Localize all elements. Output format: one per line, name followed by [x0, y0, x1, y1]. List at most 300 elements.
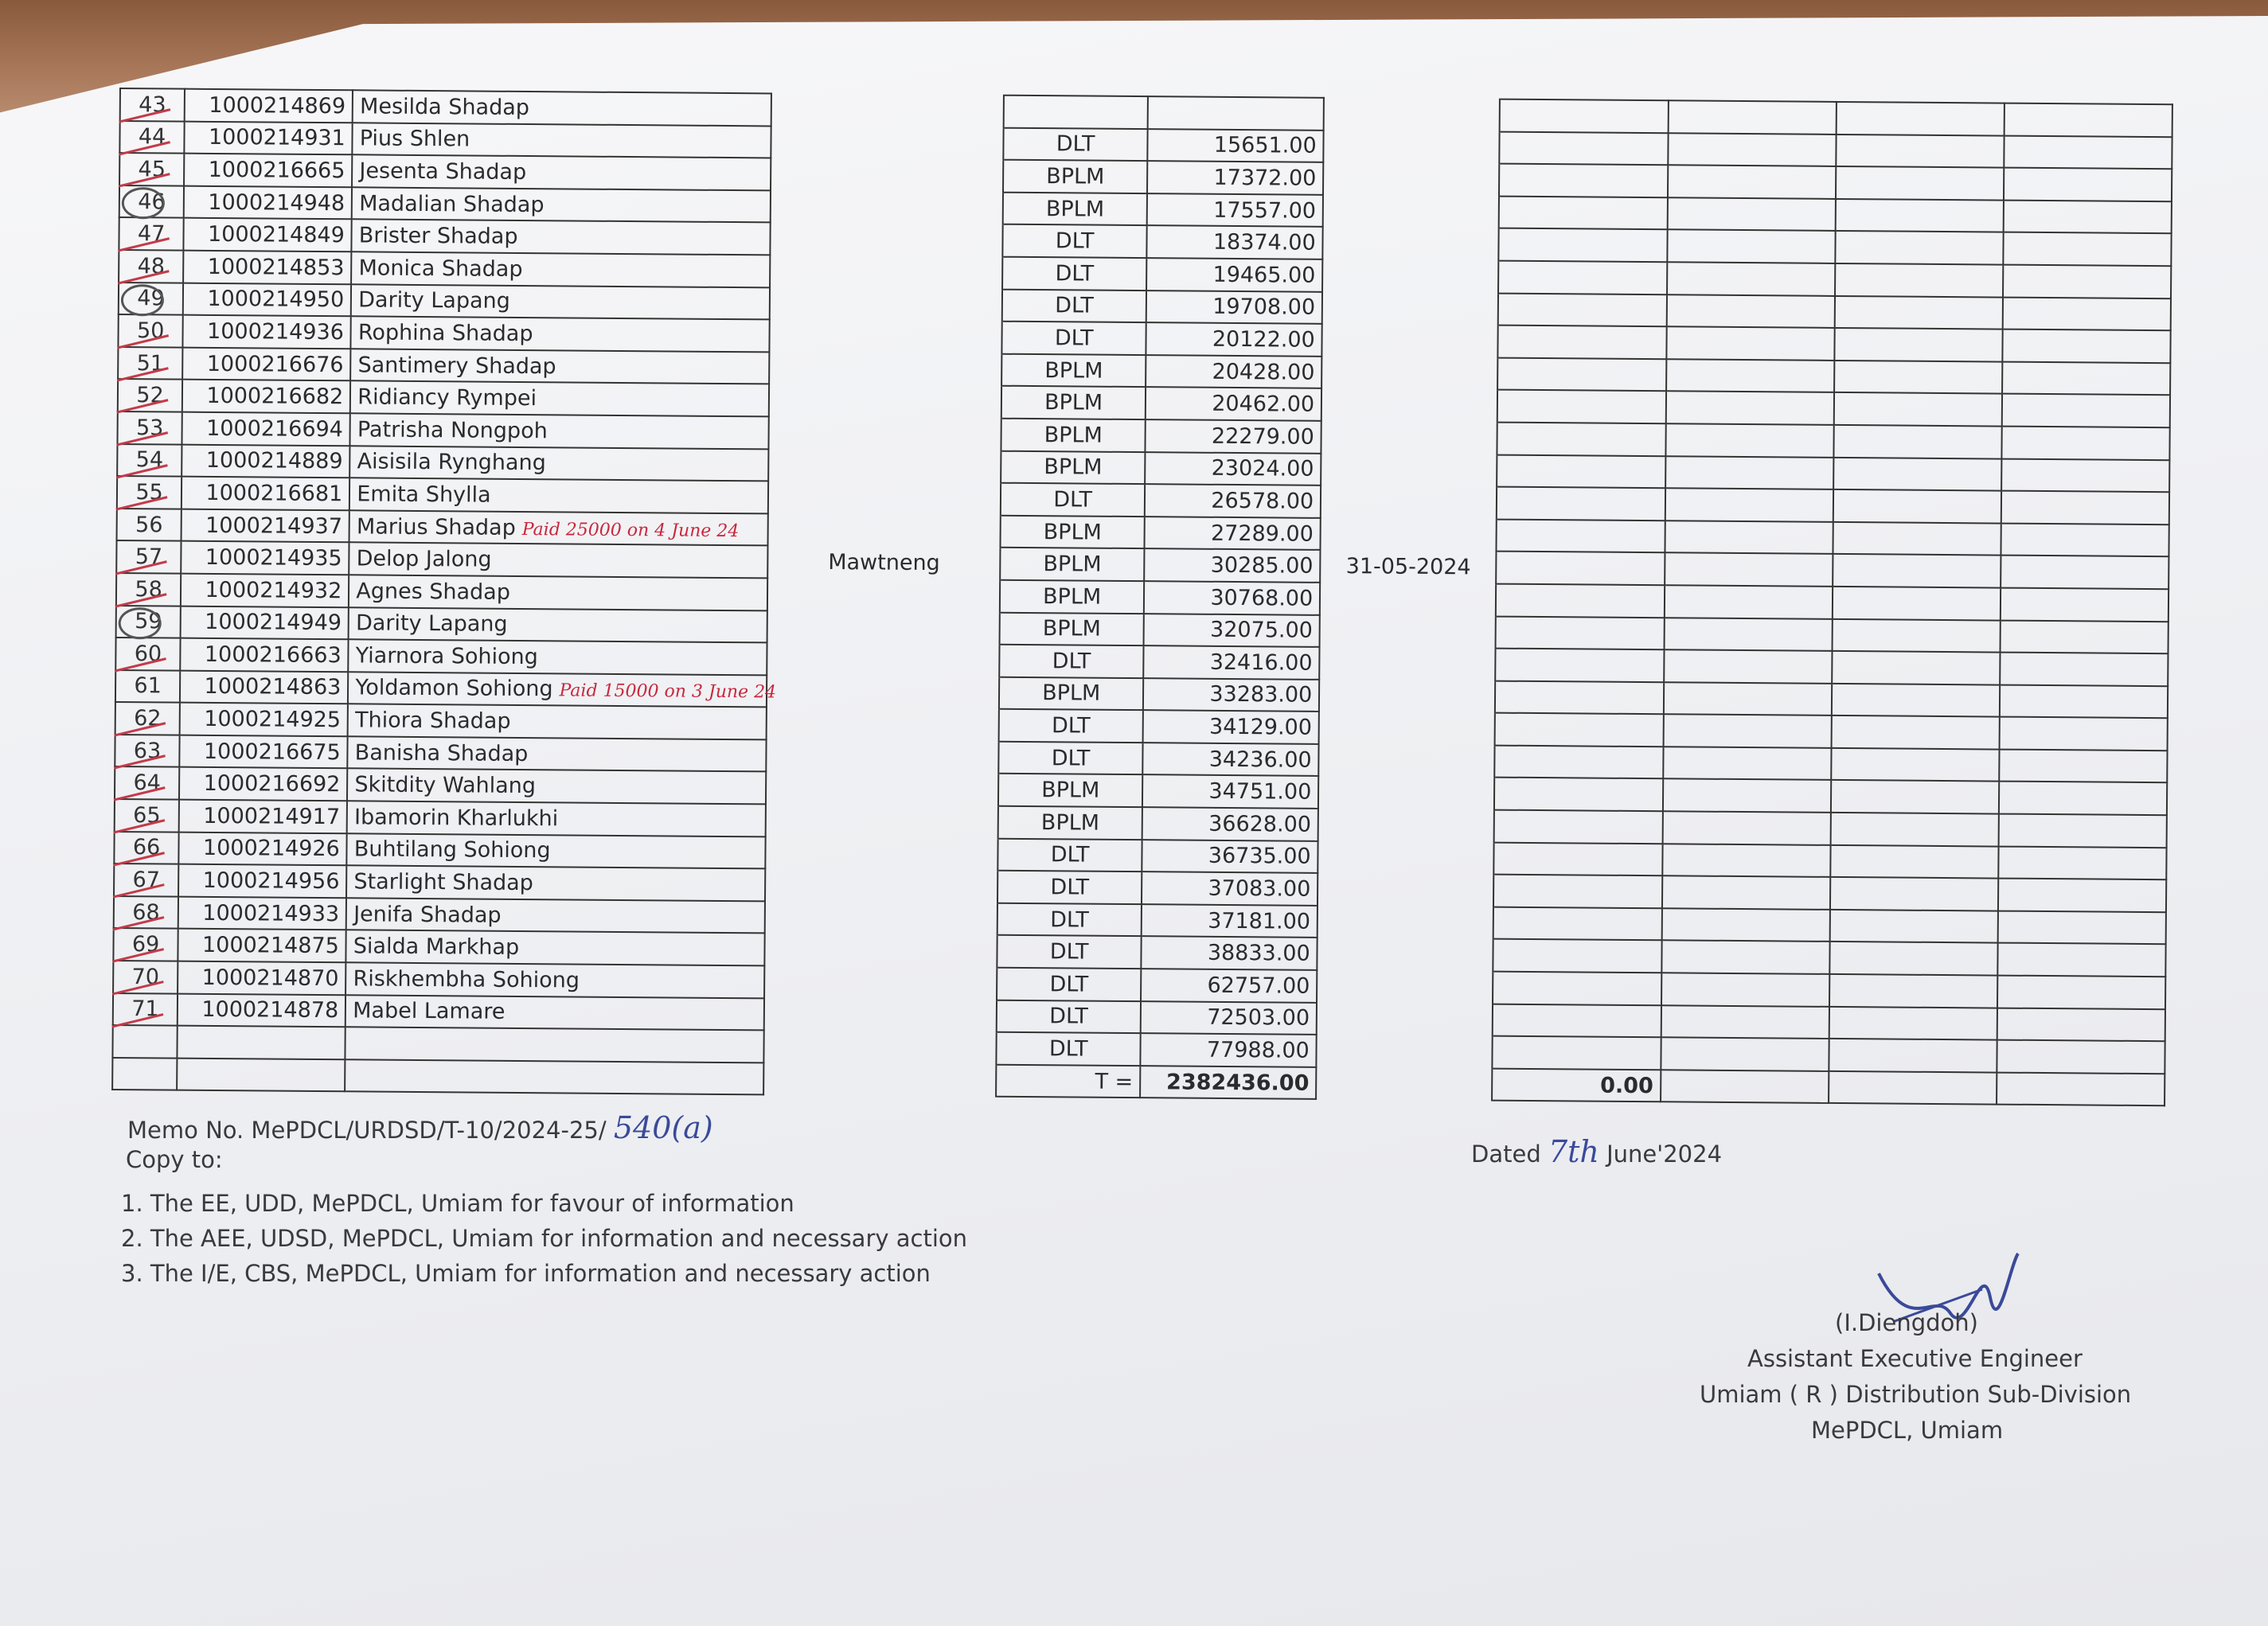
location-cell	[768, 513, 1001, 548]
amount-cell: 62757.00	[1141, 969, 1317, 1002]
consumer-name-cell	[351, 284, 770, 320]
serial-cell	[119, 250, 184, 283]
empty-cell	[1495, 680, 1663, 714]
serial-number: 43	[139, 92, 166, 118]
empty-cell	[1495, 713, 1663, 747]
memo-handwritten-number: 540(a)	[613, 1110, 713, 1145]
consumer-name-cell	[348, 704, 767, 740]
empty-cell	[2000, 684, 2168, 718]
account-number: 1000214950	[183, 283, 351, 316]
serial-number: 67	[132, 868, 161, 893]
serial-cell	[114, 832, 179, 864]
empty-cell	[1662, 811, 1830, 844]
empty-cell	[1500, 99, 1668, 133]
check-mark-icon	[107, 992, 163, 1027]
consumer-name: Delop Jalong	[356, 546, 492, 572]
empty-cell	[1997, 910, 2165, 944]
empty-cell	[1831, 748, 1999, 782]
serial-number: 51	[136, 350, 165, 376]
empty-cell	[2001, 491, 2169, 524]
empty-cell	[2003, 297, 2171, 330]
empty-cell	[1836, 102, 2004, 135]
empty-cell	[1833, 489, 2001, 523]
serial-number: 49	[137, 286, 165, 311]
empty-cell	[2001, 556, 2169, 589]
check-mark-icon	[114, 153, 170, 188]
empty-cell	[1499, 228, 1667, 262]
serial-number: 50	[136, 318, 165, 344]
empty-cell	[2001, 458, 2169, 492]
empty-cell	[1497, 487, 1665, 521]
empty-cell	[1834, 361, 2002, 394]
total-row-cell	[1316, 1067, 1493, 1101]
category-cell: BPLM	[1001, 386, 1146, 419]
serial-cell	[117, 476, 182, 509]
serial-number: 46	[138, 189, 166, 215]
location-cell	[769, 320, 1002, 354]
empty-cell	[1494, 778, 1662, 811]
category-cell: BPLM	[1001, 450, 1145, 484]
location-cell	[768, 449, 1001, 483]
consumer-name: Madalian Shadap	[359, 190, 545, 217]
empty-cell	[1493, 1036, 1661, 1070]
date-cell	[1321, 453, 1497, 486]
empty-cell	[1666, 294, 1834, 328]
copy-list	[121, 1186, 967, 1291]
serial-number: 59	[135, 609, 162, 634]
check-mark-icon	[111, 573, 167, 608]
date-cell	[1318, 744, 1495, 778]
amount-cell: 20462.00	[1146, 387, 1322, 420]
category-cell: DLT	[1002, 289, 1146, 322]
serial-cell	[119, 121, 185, 154]
location-cell	[764, 998, 997, 1032]
check-mark-icon	[109, 702, 166, 737]
serial-number: 62	[134, 706, 162, 731]
account-number: 1000214926	[179, 832, 347, 865]
location-cell	[766, 772, 999, 806]
location-cell: Mawtneng	[767, 546, 1001, 580]
empty-cell	[1829, 1039, 1997, 1072]
date-cell	[1319, 712, 1496, 745]
account-number: 1000214863	[180, 670, 348, 704]
amount-cell: 77988.00	[1140, 1033, 1317, 1066]
location-cell	[765, 869, 998, 903]
amount-cell: 37181.00	[1142, 904, 1318, 938]
check-mark-icon	[110, 638, 166, 673]
total-row-cell	[1661, 1070, 1829, 1103]
serial-number: 64	[133, 770, 162, 796]
category-cell: DLT	[998, 838, 1142, 871]
date-cell	[1317, 906, 1494, 939]
account-number: 1000214936	[183, 315, 351, 349]
amount-cell: 18374.00	[1146, 226, 1323, 259]
account-number: 1000214889	[182, 444, 349, 478]
category-cell: BPLM	[1001, 419, 1146, 452]
location-cell	[766, 804, 999, 838]
empty-cell	[2000, 620, 2168, 653]
date-cell	[1320, 614, 1497, 648]
serial-cell	[120, 88, 185, 121]
empty-cell	[1665, 521, 1833, 554]
serial-cell	[115, 766, 180, 799]
account-number: 1000216694	[182, 412, 350, 446]
empty-cell	[1835, 263, 2003, 297]
serial-cell	[119, 153, 185, 185]
amount-cell: 19465.00	[1146, 258, 1323, 291]
consumer-name: Monica Shadap	[358, 255, 523, 282]
date-cell	[1317, 1002, 1493, 1035]
empty-cell	[1667, 197, 1835, 231]
empty-cell	[2003, 232, 2171, 266]
category-cell: BPLM	[1001, 353, 1146, 387]
location-cell	[766, 739, 999, 774]
category-cell: BPLM	[1001, 548, 1145, 581]
account-number: 1000216681	[182, 477, 349, 510]
amount-cell: 20428.00	[1146, 355, 1322, 388]
total-row-cell	[345, 1059, 763, 1095]
serial-cell	[115, 638, 181, 670]
consumer-name: Brister Shadap	[358, 223, 518, 250]
amount-cell: 36735.00	[1142, 840, 1318, 873]
consumer-name-cell	[347, 801, 766, 836]
empty-cell	[1833, 425, 2001, 458]
empty-cell	[1829, 942, 1997, 975]
consumer-name: Ridiancy Rympei	[357, 384, 537, 411]
consumer-name: Pius Shlen	[359, 126, 470, 152]
account-number: 1000214932	[181, 574, 349, 607]
serial-number: 57	[135, 544, 163, 570]
check-mark-icon	[111, 443, 168, 478]
consumer-name-cell	[349, 446, 768, 482]
empty-cell	[1999, 749, 2167, 782]
empty-cell	[1831, 716, 1999, 749]
date-cell	[1319, 647, 1496, 680]
empty-cell	[1498, 293, 1666, 326]
consumer-name-cell	[352, 187, 771, 223]
consumer-name-cell	[347, 769, 766, 805]
consumer-name-cell	[353, 90, 771, 126]
account-number: 1000214925	[180, 703, 348, 736]
amount-cell	[1148, 96, 1325, 130]
category-cell: DLT	[997, 871, 1142, 904]
serial-cell	[115, 799, 180, 832]
consumer-name-cell	[350, 349, 769, 384]
account-number: 1000214853	[183, 251, 351, 284]
category-cell: DLT	[999, 742, 1143, 775]
consumer-name: Patrisha Nongpoh	[357, 417, 548, 443]
empty-cell	[1831, 780, 1999, 813]
empty-cell	[1497, 454, 1665, 488]
location-cell	[765, 901, 998, 935]
date-cell	[1323, 162, 1500, 196]
account-number: 1000216675	[179, 735, 347, 768]
account-number: 1000214949	[181, 606, 349, 639]
amount-cell: 17372.00	[1147, 161, 1324, 194]
empty-cell	[1668, 133, 1836, 166]
empty-cell	[1665, 456, 1833, 489]
consumer-name-cell	[353, 123, 771, 158]
amount-cell: 23024.00	[1145, 452, 1321, 485]
check-mark-icon	[107, 961, 164, 996]
serial-number: 58	[135, 576, 162, 602]
check-mark-icon	[109, 766, 166, 801]
empty-cell	[1495, 745, 1663, 778]
serial-number: 61	[134, 673, 162, 699]
category-cell: DLT	[1000, 645, 1144, 678]
empty-cell	[1830, 813, 1998, 846]
empty-cell	[1498, 326, 1666, 359]
total-row-cell	[1997, 1072, 2165, 1105]
empty-cell	[1663, 715, 1831, 748]
consumer-name-cell	[345, 1027, 764, 1063]
consumer-name-cell	[347, 833, 766, 869]
serial-cell	[114, 864, 179, 896]
empty-cell	[1833, 522, 2001, 556]
empty-cell	[1661, 1005, 1829, 1039]
empty-cell	[1499, 164, 1667, 197]
empty-cell	[1663, 682, 1831, 716]
consumer-name: Marius Shadap	[356, 513, 516, 540]
amount-cell: 27289.00	[1144, 517, 1321, 550]
empty-cell	[1496, 584, 1664, 618]
check-mark-icon	[111, 540, 167, 575]
serial-cell	[112, 1025, 178, 1058]
consumer-name: Yiarnora Sohiong	[355, 643, 538, 670]
consumer-name: Mabel Lamare	[353, 998, 506, 1025]
location-cell	[768, 416, 1001, 450]
empty-cell	[2003, 200, 2171, 233]
total-row-cell	[177, 1058, 345, 1091]
check-mark-icon	[111, 411, 168, 446]
dated-label: Dated	[1471, 1141, 1541, 1168]
copy-item: 3. The I/E, CBS, MePDCL, Umiam for information and necessary action	[121, 1260, 931, 1287]
location-cell	[764, 934, 997, 968]
date-cell	[1317, 873, 1494, 907]
empty-cell	[1497, 390, 1665, 423]
serial-cell	[113, 928, 178, 961]
empty-cell	[1493, 907, 1661, 940]
category-cell: DLT	[1003, 224, 1147, 258]
category-cell: DLT	[1001, 483, 1145, 517]
empty-cell	[1667, 262, 1835, 295]
empty-cell	[1666, 359, 1834, 392]
empty-cell	[1834, 328, 2002, 361]
dated-handwritten-day: 7th	[1548, 1134, 1599, 1169]
empty-cell	[1661, 908, 1829, 942]
category-cell	[1004, 96, 1148, 129]
empty-cell	[1664, 649, 1832, 683]
empty-cell	[2000, 653, 2168, 686]
serial-cell	[118, 347, 183, 380]
check-mark-icon	[108, 864, 165, 899]
empty-cell	[2003, 265, 2172, 298]
location-cell	[768, 482, 1001, 516]
location-cell	[767, 643, 1000, 677]
date-cell	[1321, 421, 1498, 454]
empty-cell	[1497, 552, 1665, 585]
check-mark-icon	[113, 250, 170, 285]
amount-cell: 17557.00	[1147, 193, 1324, 227]
amount-cell: 34751.00	[1142, 775, 1319, 809]
serial-cell	[116, 573, 182, 606]
consumer-name: Darity Lapang	[355, 610, 508, 638]
handwritten-payment-note: Paid 25000 on 4 June 24	[521, 519, 740, 541]
consumer-name: Santimery Shadap	[357, 352, 556, 379]
empty-cell	[1835, 231, 2003, 264]
amount-cell: 26578.00	[1145, 484, 1321, 517]
empty-cell	[1834, 295, 2002, 329]
date-cell	[1317, 938, 1494, 971]
consumer-name: Aisisila Rynghang	[357, 449, 546, 476]
total-row-cell	[1829, 1071, 1997, 1105]
empty-cell	[1668, 100, 1836, 134]
serial-number: 47	[137, 221, 166, 247]
category-cell: BPLM	[998, 774, 1142, 807]
account-number: 1000214933	[178, 896, 346, 930]
consumer-name-cell	[349, 639, 767, 675]
account-number: 1000214849	[184, 218, 352, 252]
empty-cell	[1830, 845, 1998, 879]
empty-cell	[1494, 842, 1662, 875]
empty-cell	[1493, 1004, 1661, 1037]
category-cell: BPLM	[1003, 160, 1147, 193]
check-mark-icon	[112, 314, 169, 349]
empty-cell	[2004, 135, 2172, 169]
empty-cell	[1997, 1008, 2165, 1041]
consumer-name: Darity Lapang	[358, 287, 510, 314]
consumer-name-cell	[350, 413, 769, 449]
total-row-cell	[763, 1063, 997, 1097]
serial-number: 65	[133, 803, 161, 829]
account-number: 1000214870	[178, 961, 345, 995]
empty-cell	[1832, 684, 2000, 717]
date-cell	[1321, 485, 1497, 519]
consumer-name-cell	[349, 478, 768, 513]
empty-cell	[1664, 618, 1832, 651]
date-cell	[1318, 776, 1495, 809]
consumer-name: Jesenta Shadap	[359, 158, 527, 185]
serial-cell	[119, 217, 184, 250]
check-mark-icon	[112, 347, 169, 382]
empty-cell	[1665, 553, 1833, 587]
category-cell: DLT	[997, 1032, 1141, 1066]
location-cell	[767, 578, 1001, 612]
empty-cell	[1497, 423, 1665, 456]
location-cell	[770, 255, 1003, 289]
amount-cell: 22279.00	[1145, 419, 1321, 453]
empty-cell	[1493, 972, 1661, 1005]
check-mark-icon	[114, 88, 170, 123]
amount-cell: 30285.00	[1144, 548, 1321, 582]
amount-cell: 32075.00	[1144, 614, 1321, 647]
amount-cell: 34129.00	[1143, 710, 1320, 743]
check-mark-icon	[109, 735, 166, 770]
amount-cell: 32416.00	[1143, 645, 1320, 679]
empty-cell	[1661, 1037, 1829, 1070]
serial-cell	[119, 185, 185, 218]
consumer-name-cell	[346, 930, 765, 966]
serial-cell	[116, 540, 182, 573]
check-mark-icon	[113, 217, 170, 252]
date-cell	[1318, 841, 1495, 875]
amount-cell: 72503.00	[1141, 1001, 1317, 1035]
check-mark-icon	[108, 832, 165, 867]
total-label: T =	[996, 1065, 1140, 1098]
serial-number: 63	[133, 738, 162, 764]
date-cell	[1323, 227, 1500, 260]
date-cell	[1317, 1035, 1493, 1068]
account-number: 1000214956	[178, 864, 346, 898]
serial-number: 71	[131, 996, 159, 1022]
serial-cell	[119, 283, 184, 315]
account-number: 1000214917	[179, 800, 347, 833]
location-cell	[770, 287, 1003, 322]
location-cell	[770, 223, 1003, 257]
serial-cell	[118, 379, 183, 411]
signatory-office: Umiam ( R ) Distribution Sub-Division	[1700, 1381, 2132, 1408]
serial-cell	[114, 896, 179, 929]
consumer-name: Rophina Shadap	[357, 320, 533, 347]
category-cell: DLT	[1002, 322, 1146, 355]
date-cell	[1321, 388, 1498, 422]
date-cell	[1324, 98, 1501, 131]
check-mark-icon	[111, 476, 168, 511]
date-cell	[1321, 357, 1498, 390]
location-cell	[767, 675, 1000, 709]
check-mark-icon	[107, 928, 164, 963]
empty-cell	[1997, 976, 2165, 1009]
consumer-name-cell	[349, 543, 767, 579]
date-cell	[1318, 809, 1495, 842]
serial-number: 66	[132, 835, 161, 860]
amount-cell: 15651.00	[1147, 129, 1324, 162]
serial-number: 48	[137, 253, 166, 279]
serial-cell	[117, 509, 182, 541]
empty-cell	[1999, 782, 2167, 815]
check-mark-icon	[111, 379, 168, 414]
empty-cell	[1494, 810, 1662, 844]
empty-cell	[1664, 585, 1832, 618]
empty-cell	[1998, 846, 2167, 879]
empty-cell	[1662, 876, 1830, 910]
consumer-name: Yoldamon Sohiong	[355, 675, 553, 702]
location-cell	[769, 352, 1002, 386]
consumer-name: Starlight Shadap	[353, 869, 534, 896]
consumer-name-cell	[348, 736, 767, 772]
empty-cell	[2001, 523, 2169, 556]
empty-cell	[2002, 361, 2170, 395]
category-cell: BPLM	[1001, 515, 1145, 548]
serial-number: 68	[132, 899, 160, 926]
consumer-name: Mesilda Shadap	[359, 94, 530, 120]
empty-cell	[1496, 649, 1664, 682]
amount-cell: 34236.00	[1142, 743, 1319, 776]
document-table-area	[111, 88, 2173, 1107]
empty-cell	[1997, 1040, 2165, 1074]
account-number: 1000214878	[178, 993, 345, 1027]
empty-cell	[2002, 394, 2170, 427]
serial-number: 55	[135, 480, 163, 505]
serial-cell	[115, 702, 181, 735]
total-paid: 0.00	[1493, 1068, 1661, 1102]
empty-cell	[1665, 488, 1833, 521]
circle-mark-icon	[121, 284, 164, 316]
consumer-name-cell	[348, 672, 777, 708]
date-cell	[1322, 259, 1499, 293]
serial-cell	[115, 735, 180, 767]
empty-cell	[1668, 165, 1836, 198]
